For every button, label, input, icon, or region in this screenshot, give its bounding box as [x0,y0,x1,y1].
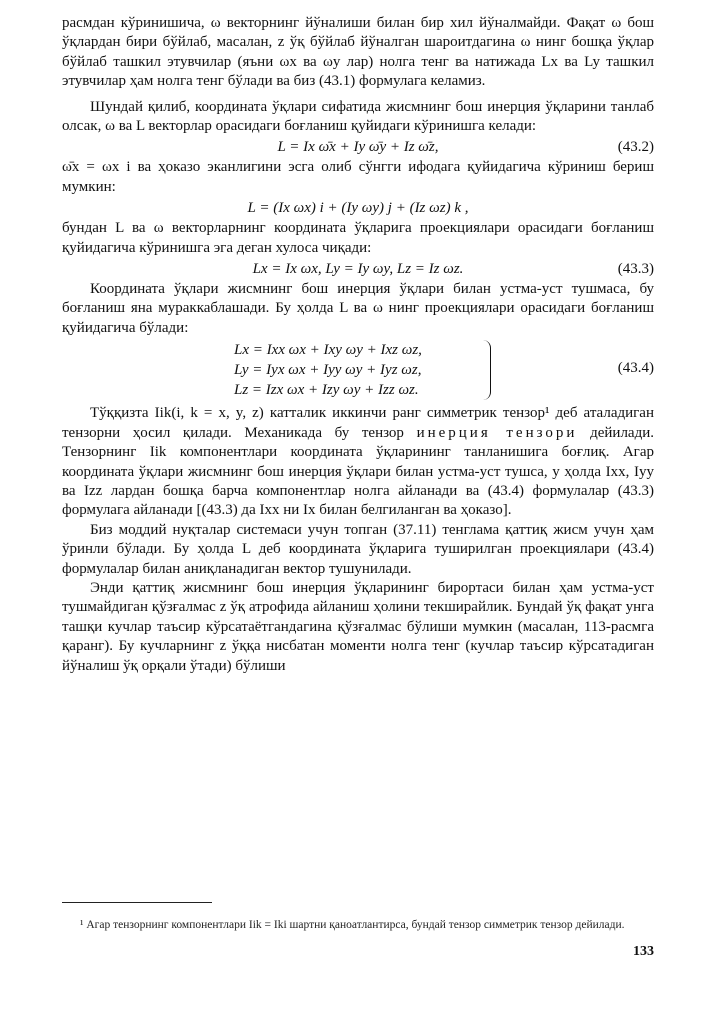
equation-43-3-number: (43.3) [617,261,654,278]
page-number: 133 [633,944,654,959]
term-inertia-tensor: инерция тензори [416,424,578,441]
equation-43-4-row-x: Lx = Ixx ωx + Ixy ωy + Ixz ωz, [234,342,422,359]
equation-unnumbered-body: L = (Ix ωx) i + (Iy ωy) j + (Iz ωz) k , [247,200,469,217]
equation-43-4 [62,338,654,404]
footnote-divider [62,902,212,903]
equation-43-3 [62,258,654,280]
footnote: ¹ Агар тензорнинг компонентлари Iik = Iki шартни қаноатлантирса, бундай тензор симметрик тензор дейилади. [80,918,625,931]
equation-43-2-body: L = Ix ω̄x + Iy ω̄y + Iz ω̄z, [277,139,439,156]
equation-43-2-number: (43.2) [617,139,654,156]
equation-unnumbered [62,197,654,219]
paragraph-5: Координата ўқлари жисмнинг бош инерция ўқлари билан устма-уст тушмаса, бу боғланиш яна мураккаблашади. Бу ҳолда L ва ω нинг проекциялари орасидаги боғланиш қуйидагича бўлади: [62,281,654,336]
book-page [62,14,654,1014]
equation-43-4-row-y: Ly = Iyx ωx + Iyy ωy + Iyz ωz, [234,362,422,379]
paragraph-6 [62,404,654,520]
paragraph-7: Биз моддий нуқталар системаси учун топган (37.11) тенглама қаттиқ жисм учун ҳам ўринли бўлади. Бу ҳолда L деб координата ўқларига туширилган проекциялари (43.4) формулалар билан аниқланадиган вектор тушунилади. [62,521,654,577]
paragraph-8: Энди қаттиқ жисмнинг бош инерция ўқларининг бирортаси билан ҳам устма-уст тушмайдиган қўзғалмас z ўқ атрофида айланиш ҳолини текширайлик. Бундай ўқ фақат унга ташқи кучлар таъсир кўрсатаётгандагина қўзғалмас бўлиши мумкин (масалан, 113-расмга қаранг). Бу кучларнинг z ўққа нисбатан моменти нолга тенг (кучлар таъсир кўрсатадиган йўналиш ўқ орқали ўтади) бўлиши [62,579,654,674]
equation-43-4-number: (43.4) [617,360,654,377]
paragraph-6-lead: Тўққизта Iik(i, k = x, y, z) катталик иккинчи ранг симметрик тензор¹ деб аталадиган тензорни ҳосил қилади. Механикада бу тензор [62,405,654,441]
paragraph-1: расмдан кўринишича, ω векторнинг йўналиши билан бир хил йўналмайди. Фақат ω бош ўқлардан бири бўйлаб, масалан, z ўқ бўйлаб йўналган шароитдагина ω нинг бошқа ўқлар бўйлаб ташкил этувчилар (яъни ωx ва ωy лар) нолга тенг ва натижада Lx ва Ly ташкил этувчилар ҳам нолга тенг бўлади ва биз (43.1) формулага келамиз. [62,15,654,90]
equation-43-4-row-z: Lz = Izx ωx + Izy ωy + Izz ωz. [234,382,419,399]
paragraph-2: Шундай қилиб, координата ўқлари сифатида жисмнинг бош инерция ўқларини танлаб олсак, ω ва L векторлар орасидаги боғланиш қуйидаги кўринишга келади: [62,98,654,135]
equation-brace [482,340,491,400]
paragraph-6-tail: дейилади. Тензорнинг Iik компонентлари координата ўқларининг танланишига боғлиқ. Агар координата ўқлари жисмнинг бош инерция ўқлари билан устма-уст тушса, у ҳолда Ixx, Iyy ва Izz лардан бошқа барча компонентлар нолга айланади ва (43.4) формулалар (43.3) формулага айланади [(43.3) да Ixx ни Ix билан белгиланган ва ҳоказо]. [62,424,654,519]
equation-43-2 [62,136,654,158]
equation-43-3-body: Lx = Ix ωx, Ly = Iy ωy, Lz = Iz ωz. [252,261,464,278]
paragraph-3: ω̄x = ωx i ва ҳоказо эканлигини эсга олиб сўнгги ифодага қуйидагича кўриниш бериш мумкин: [62,159,654,195]
paragraph-4: бундан L ва ω векторларнинг координата ўқларига проекциялари орасидаги боғланиш қуйидагича кўринишга эга деган хулоса чиқади: [62,220,654,256]
